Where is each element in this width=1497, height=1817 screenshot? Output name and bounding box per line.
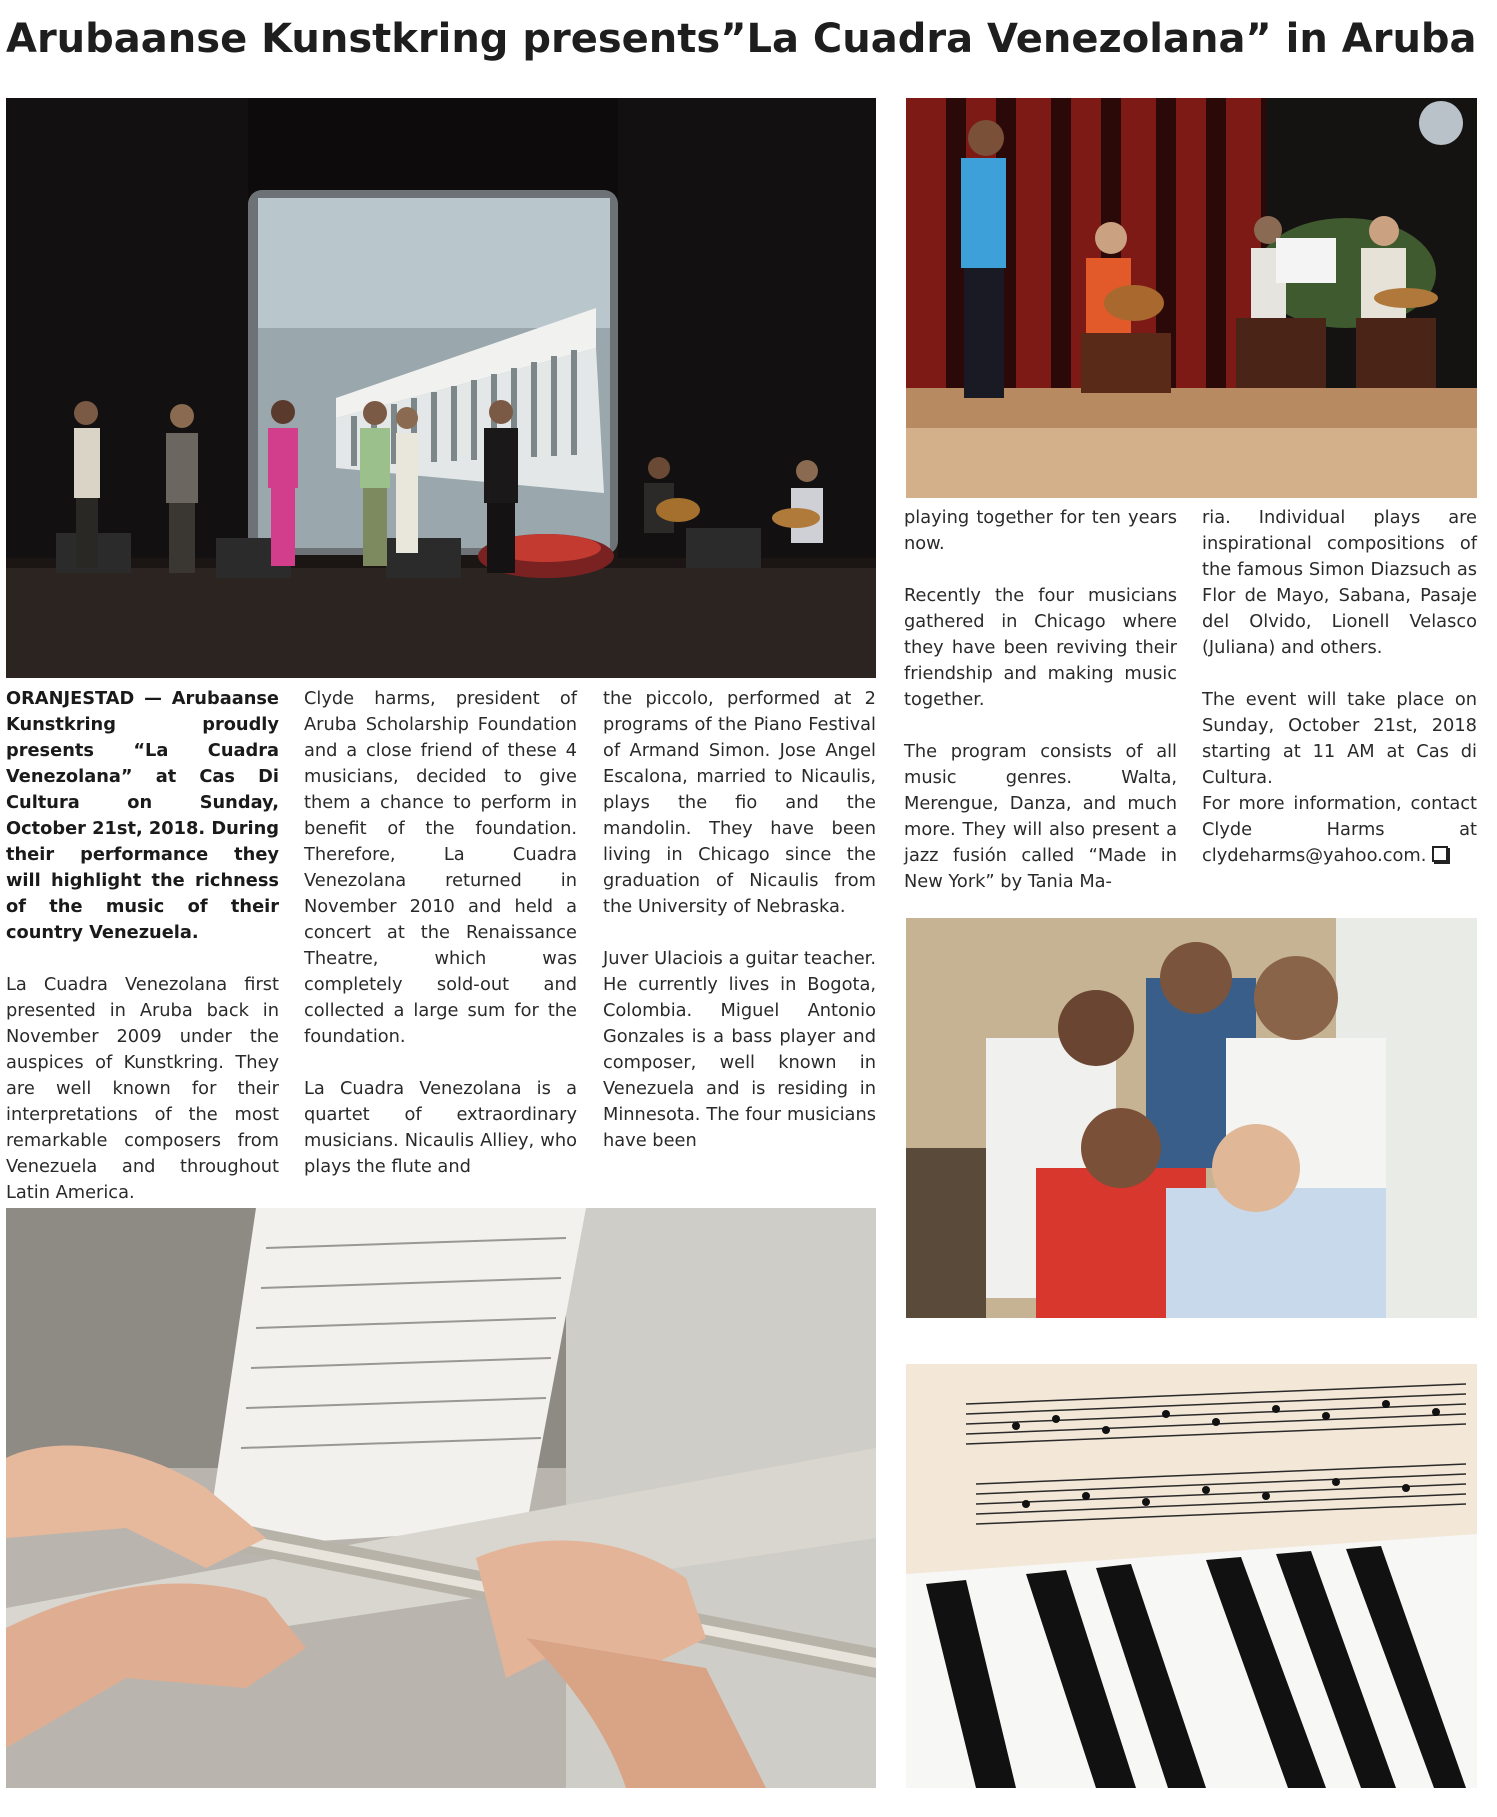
article-paragraph: playing together for ten years now. [904, 507, 1177, 554]
article-paragraph: La Cuadra Venezolana is a quartet of extraordinary musicians. Nicaulis Alliey, who plays the flute and [304, 1078, 577, 1177]
end-mark-icon [1432, 846, 1448, 862]
article-paragraph: Clyde harms, president of Aruba Scholarship Foundation and a close friend of these 4 musicians, decided to give them a chance to perform in benefit of the foundation. Therefore, La Cuadra Venezolana returned in November 2010 and held a concert at the Renaissance Theatre, which was completely sold-out and collected a large sum for the foundation. [304, 688, 577, 1047]
article-paragraph: The program consists of all music genres. Walta, Merengue, Danza, and much more. They will also present a jazz fusión called “Made in New York” by Tania Ma- [904, 741, 1177, 892]
article-lead: ORANJESTAD — Arubaanse Kunstkring proudly presents “La Cuadra Venezolana” at Cas Di Cultura on Sunday, October 21st, 2018. During their performance they will highlight the richness of the music of their country Venezuela. [6, 688, 279, 943]
contact-paragraph: For more information, contact Clyde Harms at clydeharms@yahoo.com. [1202, 793, 1477, 866]
article-paragraph: La Cuadra Venezolana first presented in Aruba back in November 2009 under the auspices of Kunstkring. They are well known for their interpretations of the most remarkable composers from Venezuela and throughout Latin America. [6, 974, 279, 1203]
article-column-2 [304, 686, 577, 1180]
article-column-5 [1202, 505, 1477, 869]
article-column-1 [6, 686, 279, 1206]
article-paragraph: The event will take place on Sunday, October 21st, 2018 starting at 11 AM at Cas di Cultura. [1202, 689, 1477, 788]
sheet-music-piano-photo [906, 1364, 1477, 1788]
article-paragraph: ria. Individual plays are inspirational compositions of the famous Simon Diazsuch as Flor de Mayo, Sabana, Pasaje del Olvido, Lionell Velasco (Juliana) and others. [1202, 507, 1477, 658]
flute-closeup-photo [6, 1208, 876, 1788]
quartet-performing-photo [906, 98, 1477, 498]
stage-concert-photo [6, 98, 876, 678]
article-column-3 [603, 686, 876, 1154]
article-paragraph: Recently the four musicians gathered in Chicago where they have been reviving their friendship and making music together. [904, 585, 1177, 710]
headline: Arubaanse Kunstkring presents”La Cuadra Venezolana” in Aruba [6, 16, 1477, 62]
article-paragraph: Juver Ulaciois a guitar teacher. He currently lives in Bogota, Colombia. Miguel Antonio Gonzales is a bass player and composer, well known in Venezuela and is residing in Minnesota. The four musicians have been [603, 948, 876, 1151]
article-column-4 [904, 505, 1177, 895]
article-paragraph: the piccolo, performed at 2 programs of the Piano Festival of Armand Simon. Jose Angel Escalona, married to Nicaulis, plays the fio and the mandolin. They have been living in Chicago since the graduation of Nicaulis from the University of Nebraska. [603, 688, 876, 917]
group-portrait-photo [906, 918, 1477, 1318]
